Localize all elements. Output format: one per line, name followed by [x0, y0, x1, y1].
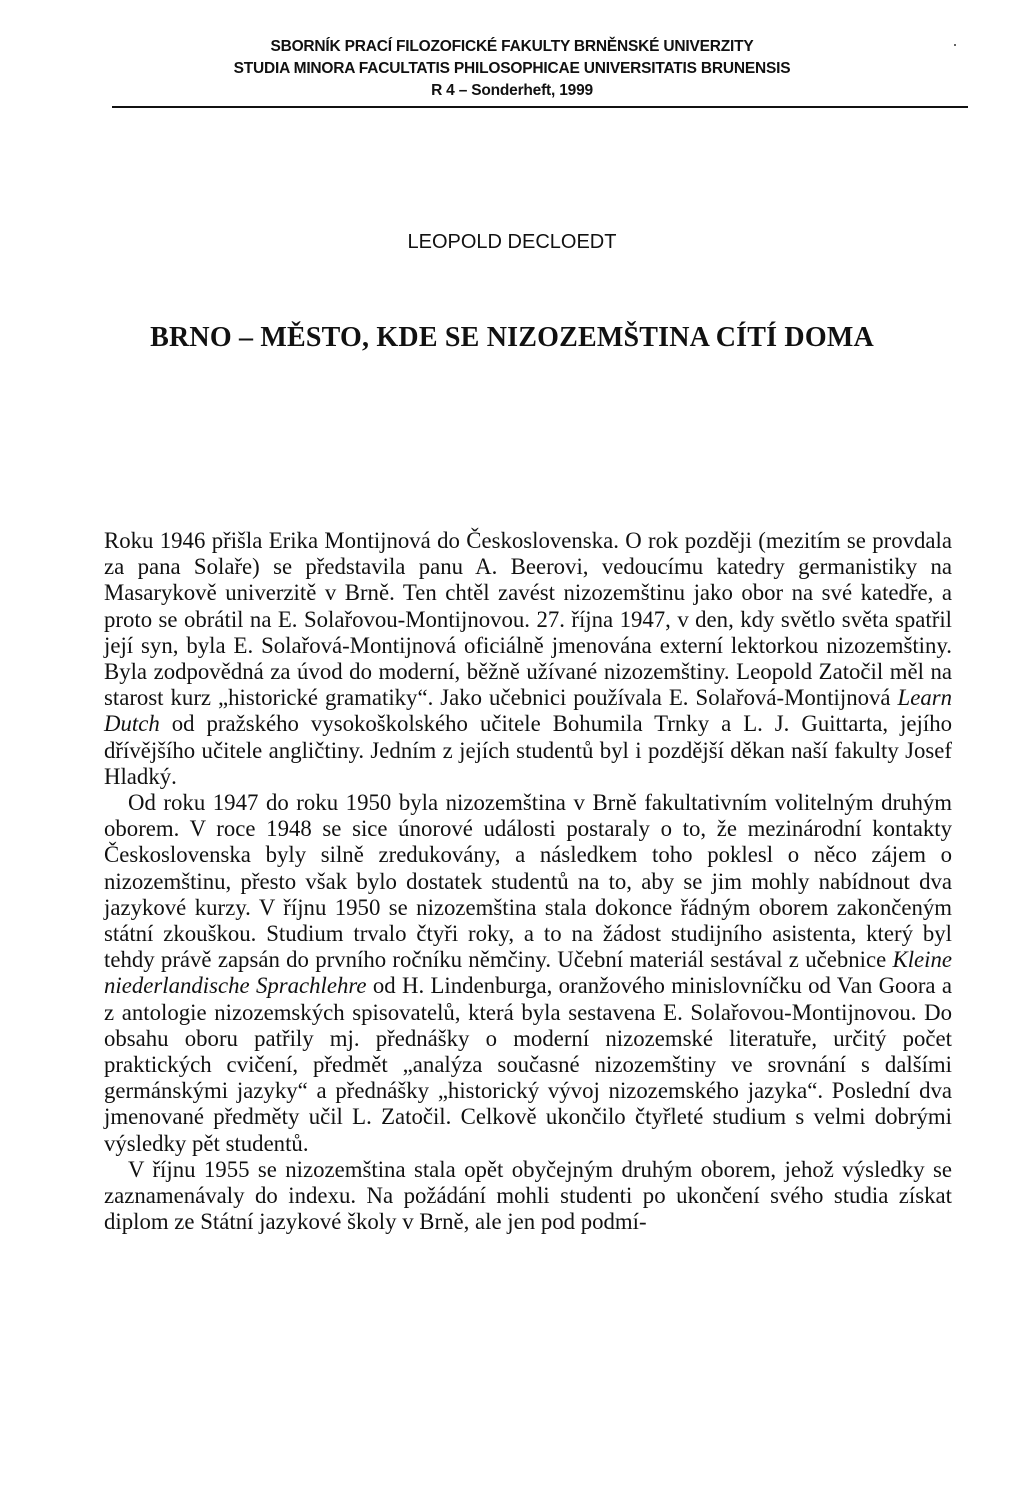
article-title: BRNO – MĚSTO, KDE SE NIZOZEMŠTINA CÍTÍ DOMA: [150, 322, 874, 353]
paragraph-1-text-a: Roku 1946 přišla Erika Montijnová do Československa. O rok později (mezitím se provdala za pana Solaře) se představila panu A. Beerovi, vedoucímu katedry germanistiky na Masarykově univerzitě v Brně. Ten chtěl zavést nizozemštinu jako obor na své katedře, a proto se obrátil na E. Solařovou-Montijnovou. 27. října 1947, v den, kdy světlo světa spatřil její syn, byla E. Solařová-Montijnová oficiálně jmenována externí lektorkou nizozemštiny. Byla zodpovědná za úvod do moderní, běžně užívané nizozemštiny. Leopold Zatočil měl na starost kurz „historické gramatiky“. Jako učebnici používala E. Solařová-Montijnová: [104, 528, 952, 711]
header-rule: [112, 106, 968, 108]
article-body: [104, 528, 952, 1235]
paragraph-2-text-a: Od roku 1947 do roku 1950 byla nizozemština v Brně fakultativním volitelným druhým oborem. V roce 1948 se sice únorové události postaraly o to, že mezinárodní kontakty Československa byly silně zredukovány, a následkem toho poklesl o něco zájem o nizozemštinu, přesto však bylo dostatek studentů na to, aby se jim mohly nabídnout dva jazykové kurzy. V říjnu 1950 se nizozemština stala dokonce řádným oborem zakončeným státní zkouškou. Studium trvalo čtyři roky, a to na žádost studijního asistenta, který byl tehdy právě zapsán do prvního ročníku němčiny. Učební materiál sestával z učebnice: [104, 790, 952, 973]
paragraph-2: [104, 790, 952, 1157]
paragraph-3-text: V říjnu 1955 se nizozemština stala opět obyčejným druhým oborem, jehož výsledky se zaznamenávaly do indexu. Na požádání mohli studenti po ukončení svého studia získat diplom ze Státní jazykové školy v Brně, ale jen pod podmí-: [104, 1156, 952, 1235]
header-line-journal-latin: STUDIA MINORA FACULTATIS PHILOSOPHICAE UNIVERSITATIS BRUNENSIS: [233, 60, 791, 77]
paragraph-1: [104, 528, 952, 790]
header-line-issue: R 4 – Sonderheft, 1999: [431, 82, 593, 99]
paragraph-3: [104, 1157, 952, 1236]
running-header: [100, 36, 924, 102]
paragraph-1-book-title: Learn Dutch: [104, 685, 952, 737]
header-line-journal-czech: SBORNÍK PRACÍ FILOZOFICKÉ FAKULTY BRNĚNSKÉ UNIVERZITY: [270, 38, 754, 55]
scan-speck: [954, 44, 956, 46]
paragraph-2-text-b: od H. Lindenburga, oranžového minislovníčku od Van Goora a z antologie nizozemských spisovatelů, která byla sestavena E. Solařovou-Montijnovou. Do obsahu oboru patřily mj. přednášky o moderní nizozemské literatuře, určitý počet praktických cvičení, předmět „analýza současné nizozemštiny ve srovnání s dalšími germánskými jazyky“ a přednášky „historický vývoj nizozemského jazyka“. Poslední dva jmenované předměty učil L. Zatočil. Celkově ukončilo čtyřleté studium s velmi dobrými výsledky pět studentů.: [104, 973, 953, 1156]
article-author: LEOPOLD DECLOEDT: [407, 231, 617, 253]
paragraph-2-book-title: Kleine niederlandische Sprachlehre: [104, 947, 952, 999]
paragraph-1-text-b: od pražského vysokoškolského učitele Bohumila Trnky a L. J. Guittarta, jejího dřívějšího učitele angličtiny. Jedním z jejích studentů byl i pozdější děkan naší fakulty Josef Hladký.: [104, 711, 952, 789]
